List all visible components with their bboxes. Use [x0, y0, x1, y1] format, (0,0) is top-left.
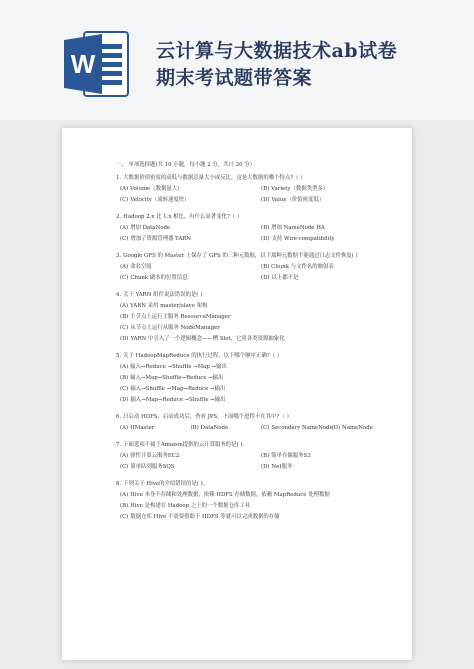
answer-option: [116, 514, 398, 521]
option-text: YARN 采用 master/slave 架构: [130, 303, 208, 309]
option-text: 输入→Reduce →Shuffle →Map →输出: [130, 364, 227, 370]
option-label: (A): [120, 364, 129, 370]
question-number: 1.: [116, 175, 122, 181]
option-label: (C): [120, 386, 129, 392]
answer-option: [257, 464, 398, 471]
option-label: (B): [120, 375, 129, 381]
question-text: [116, 442, 398, 449]
option-label: (D): [261, 236, 270, 242]
question-stem: 大数据价值密度的高低与数据总量大小成反比。这是大数据的哪个特点?（ ）: [123, 175, 306, 181]
option-label: (D): [120, 397, 129, 403]
answer-option: [116, 225, 257, 232]
option-label: (C): [261, 425, 270, 431]
option-label: (B): [261, 225, 270, 231]
option-text: Hive 是构建在 Hadoop 之上的一个数据仓库工具: [130, 503, 251, 509]
option-label: (A): [120, 264, 129, 270]
answer-option: [187, 425, 258, 432]
option-list: [116, 492, 398, 525]
option-text: YARN 中引入了一个逻辑概念——槽 Slot，它将各类资源抽象化: [130, 336, 285, 342]
answer-option: [116, 314, 398, 321]
question-number: 6.: [116, 414, 122, 420]
option-label: (D): [261, 197, 270, 203]
option-label: (A): [120, 186, 129, 192]
option-text: 支持 Wire-compatibility: [271, 236, 335, 242]
option-label: (D): [120, 336, 129, 342]
answer-option: [116, 464, 257, 471]
svg-text:W: W: [70, 49, 96, 79]
question-item: [116, 175, 398, 208]
answer-option: [116, 336, 398, 343]
answer-option: [116, 364, 398, 371]
answer-option: [116, 375, 398, 382]
option-label: (A): [120, 492, 129, 498]
question-item: [116, 481, 398, 525]
option-text: 增加了资源管理器 YARN: [130, 236, 191, 242]
answer-option: [116, 503, 398, 510]
option-text: 增加 DataNode: [130, 225, 171, 231]
title-line-1: 云计算与大数据技术ab试卷: [156, 40, 398, 62]
option-text: 以上都不是: [271, 275, 299, 281]
option-list: [116, 425, 398, 436]
option-label: (A): [120, 303, 129, 309]
answer-option: [257, 275, 398, 282]
answer-option: [257, 453, 398, 460]
question-item: [116, 442, 398, 475]
option-label: (C): [120, 514, 129, 520]
option-label: (D): [261, 275, 270, 281]
option-text: Velocity（流转速度快）: [130, 197, 190, 203]
answer-option: [116, 386, 398, 393]
document-page: [62, 128, 412, 660]
option-text: 数据仓库 Hive 不需要借助于 HDFS 等就可以完成数据的存储: [130, 514, 280, 520]
answer-option: [116, 186, 257, 193]
question-item: [116, 292, 398, 347]
question-text: [116, 353, 398, 360]
option-text: NameNode: [342, 425, 373, 431]
answer-option: [257, 186, 398, 193]
word-document-icon: [62, 30, 130, 98]
question-stem: 下列关于 Hive的介绍错误的是( )。: [123, 481, 209, 487]
answer-option: [116, 303, 398, 310]
question-list: [116, 175, 398, 525]
option-text: Net服务: [271, 464, 293, 470]
question-stem: 关于 YARN 组件说法错误的是( ): [123, 292, 203, 298]
option-list: [116, 303, 398, 347]
question-text: [116, 292, 398, 299]
question-number: 4.: [116, 292, 122, 298]
option-text: 简单队列服务SQS: [130, 464, 175, 470]
answer-option: [116, 264, 257, 271]
question-text: [116, 481, 398, 488]
answer-option: [116, 236, 257, 243]
option-label: (B): [190, 425, 199, 431]
answer-option: [257, 425, 333, 432]
option-list: [116, 225, 398, 247]
answer-option: [116, 492, 398, 499]
section-heading: 一、 单项选择题(共 10 小题，每小题 2 分，共计 20 分）: [116, 162, 256, 168]
option-list: [116, 453, 398, 475]
option-label: (B): [261, 264, 270, 270]
question-stem: 只启动 HDFS，启动成功后，查看 JPS，下面哪个进程不在其中?（ ）: [123, 414, 292, 420]
answer-option: [257, 264, 398, 271]
option-text: 命名空间: [130, 264, 152, 270]
option-text: 输入→Shuffle →Map→Reduce →输出: [130, 386, 226, 392]
option-label: (D): [261, 464, 270, 470]
page-title: [156, 38, 456, 92]
answer-option: [328, 425, 399, 432]
option-list: [116, 364, 398, 408]
option-label: (A): [120, 225, 129, 231]
question-stem: 关于 HadoopMapReduce 的执行过程，以下哪个顺序正确?（ ）: [123, 353, 283, 359]
option-text: Volume（数据量大）: [130, 186, 183, 192]
option-text: 主节点上运行主服务 ResourceManager: [130, 314, 231, 320]
option-text: HMaster: [130, 425, 155, 431]
question-stem: Google GFS 的 Master 上保存了 GFS 的三种元数据，以下那种元数据不能通过日志文件恢复( ): [123, 253, 358, 259]
option-text: Variety（数据类型多）: [271, 186, 329, 192]
option-text: Chunk 与文件名的映射表: [271, 264, 334, 270]
question-item: [116, 253, 398, 286]
option-label: (C): [120, 197, 129, 203]
option-label: (C): [120, 275, 129, 281]
option-text: 简单存储服务S3: [271, 453, 311, 459]
option-text: 从节点上运行从服务 NodeManager: [130, 325, 220, 331]
document-body: [116, 162, 398, 525]
answer-option: [116, 453, 257, 460]
question-number: 8.: [116, 481, 122, 487]
answer-option: [257, 225, 398, 232]
option-text: Chunk 副本的位置信息: [130, 275, 188, 281]
question-stem: Hadoop 2.x 比 1.x 相比，有什么显著变化?（ ）: [123, 214, 243, 220]
option-text: 弹性计算云服务EC2: [130, 453, 180, 459]
header-banner: [0, 0, 474, 120]
question-number: 7.: [116, 442, 122, 448]
option-label: (B): [261, 453, 270, 459]
question-item: [116, 414, 398, 436]
option-label: (C): [120, 464, 129, 470]
question-item: [116, 214, 398, 247]
option-label: (C): [120, 236, 129, 242]
question-text: [116, 175, 398, 182]
option-label: (B): [120, 503, 129, 509]
answer-option: [116, 425, 187, 432]
question-text: [116, 253, 398, 260]
option-label: (B): [261, 186, 270, 192]
option-label: (A): [120, 453, 129, 459]
option-label: (A): [120, 425, 129, 431]
question-number: 3.: [116, 253, 122, 259]
answer-option: [116, 325, 398, 332]
option-label: (D): [331, 425, 341, 431]
option-list: [116, 186, 398, 208]
question-text: [116, 214, 398, 221]
question-item: [116, 353, 398, 408]
question-number: 2.: [116, 214, 122, 220]
option-text: Value（价值密度低）: [271, 197, 325, 203]
option-text: 输入→Map→Shuffle→Reduce →输出: [130, 375, 224, 381]
question-text: [116, 414, 398, 421]
option-text: Secondary NameNode: [271, 425, 333, 431]
answer-option: [257, 197, 398, 204]
title-line-2: 期末考试题带答案: [156, 67, 313, 89]
option-list: [116, 264, 398, 286]
answer-option: [257, 236, 398, 243]
answer-option: [116, 275, 257, 282]
option-label: (B): [120, 314, 129, 320]
option-text: 输入→Map→Reduce →Shuffle →输出: [130, 397, 226, 403]
option-text: 增加 NameNode HA: [271, 225, 325, 231]
answer-option: [116, 397, 398, 404]
option-text: DataNode: [200, 425, 229, 431]
question-number: 5.: [116, 353, 122, 359]
option-text: Hive 本身不存储和处理数据，依赖 HDFS 存储数据，依赖 MapReduce 处理数据: [130, 492, 330, 498]
question-stem: 下面选项不属于Amazon提供的云计算服务的是( )。: [123, 442, 248, 448]
answer-option: [116, 197, 257, 204]
option-label: (C): [120, 325, 129, 331]
